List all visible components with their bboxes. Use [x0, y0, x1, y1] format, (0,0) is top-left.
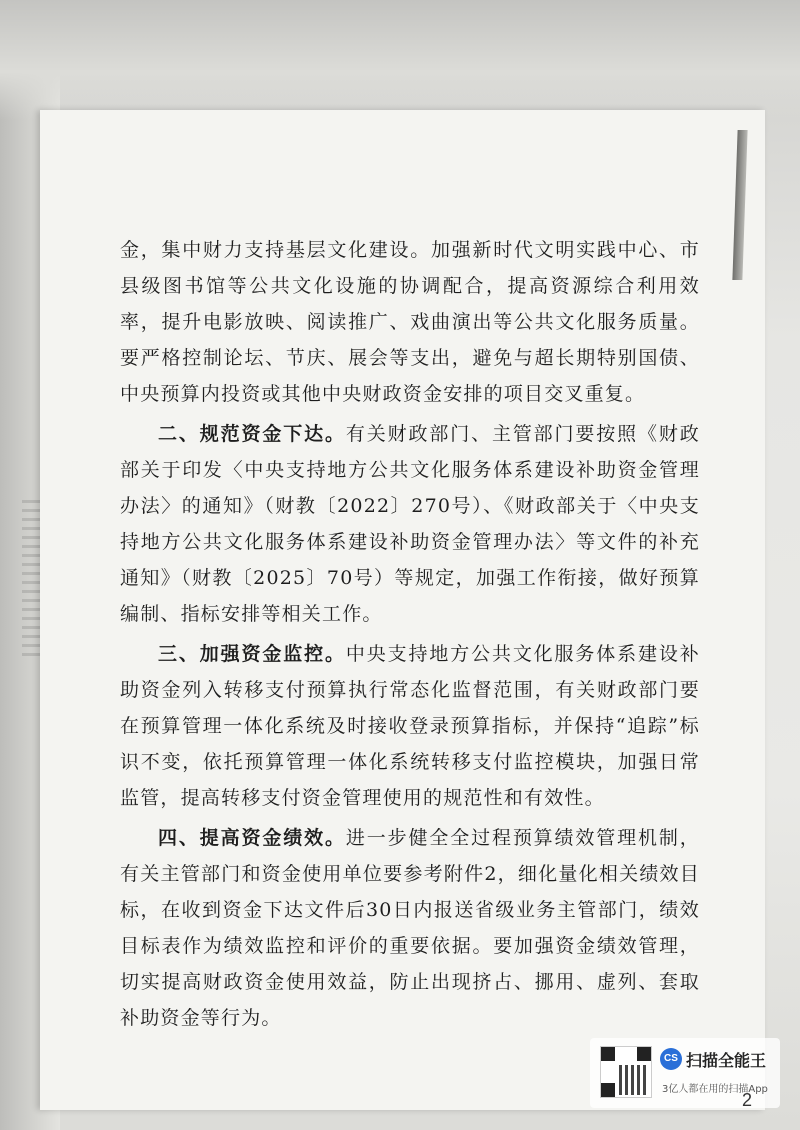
bleed-through-marks	[22, 500, 40, 660]
section-body: 进一步健全全过程预算绩效管理机制，有关主管部门和资金使用单位要参考附件2，细化量化相关绩效目标，在收到资金下达文件后30日内报送省级业务主管部门，绩效目标表作为绩效监控和评价的重要依据。要加强资金绩效管理，切实提高财政资金使用效益，防止出现挤占、挪用、虚列、套取补助资金等行为。	[120, 827, 700, 1029]
section-regulate-funds	[120, 416, 700, 632]
watermark-tagline: 3亿人都在用的扫描App	[662, 1084, 768, 1095]
document-body	[120, 232, 700, 1036]
page-number: 2	[742, 1090, 753, 1110]
intro-paragraph: 金，集中财力支持基层文化建设。加强新时代文明实践中心、市县级图书馆等公共文化设施的协调配合，提高资源综合利用效率，提升电影放映、阅读推广、戏曲演出等公共文化服务质量。要严格控制论坛、节庆、展会等支出，避免与超长期特别国债、中央预算内投资或其他中央财政资金安排的项目交叉重复。	[120, 239, 700, 405]
section-performance	[120, 820, 700, 1036]
section-body: 中央支持地方公共文化服务体系建设补助资金列入转移支付预算执行常态化监督范围，有关财政部门要在预算管理一体化系统及时接收登录预算指标，并保持“追踪”标识不变，依托预算管理一体化系统转移支付监控模块，加强日常监管，提高转移支付资金管理使用的规范性和有效性。	[120, 643, 700, 809]
section-heading: 三、加强资金监控。	[158, 643, 346, 665]
section-heading: 二、规范资金下达。	[158, 423, 346, 445]
section-heading: 四、提高资金绩效。	[158, 827, 346, 849]
section-body: 有关财政部门、主管部门要按照《财政部关于印发〈中央支持地方公共文化服务体系建设补助资金管理办法〉的通知》（财教〔2022〕270号）、《财政部关于〈中央支持地方公共文化服务体系建设补助资金管理办法〉等文件的补充通知》（财教〔2025〕70号）等规定，加强工作衔接，做好预算编制、指标安排等相关工作。	[120, 423, 700, 625]
page-top-fold	[0, 0, 800, 120]
watermark-app-name: 扫描全能王	[686, 1051, 767, 1070]
section-monitor-funds	[120, 636, 700, 816]
camscanner-logo-icon: CS	[660, 1048, 682, 1070]
qr-code-icon	[600, 1046, 652, 1098]
